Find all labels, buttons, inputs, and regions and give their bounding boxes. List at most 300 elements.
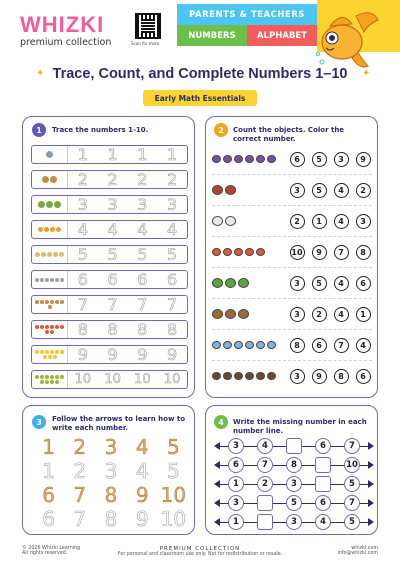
object-dot xyxy=(45,375,49,379)
answer-option[interactable]: 2 xyxy=(312,307,327,322)
trace-digit[interactable]: 4 xyxy=(167,220,178,239)
arrow-left-icon xyxy=(214,499,220,507)
arrow-guide-digit: 9 xyxy=(135,483,149,507)
arrow-guide-digit: 5 xyxy=(167,435,180,459)
answer-option[interactable]: 9 xyxy=(312,369,327,384)
sprout-icon xyxy=(32,371,68,388)
object-dot xyxy=(50,278,54,282)
object-dot xyxy=(50,227,55,232)
trace-digit[interactable]: 10 xyxy=(104,372,121,387)
object-shape xyxy=(223,341,232,349)
object-dot xyxy=(59,252,64,257)
object-dot xyxy=(60,325,64,329)
trace-digit[interactable]: 6 xyxy=(107,270,118,289)
object-shape xyxy=(267,341,276,349)
trace-digit[interactable]: 4 xyxy=(107,220,118,239)
trace-digit[interactable]: 1 xyxy=(167,145,178,164)
section-trace-numbers xyxy=(22,116,195,398)
trace-digit[interactable]: 4 xyxy=(137,220,148,239)
number-line xyxy=(216,476,372,492)
object-shape xyxy=(212,216,223,226)
page-title: Trace, Count, and Complete Numbers 1–10 xyxy=(52,66,348,82)
object-dot xyxy=(53,252,58,257)
section-write-numbers xyxy=(22,405,195,535)
trace-digit[interactable]: 7 xyxy=(167,295,178,314)
object-shape xyxy=(267,372,276,380)
usage-text: For personal and classroom use only. Not for redistribution or resale. xyxy=(117,552,283,557)
trace-digit[interactable]: 3 xyxy=(77,195,88,214)
arrow-guide-digit: 6 xyxy=(42,483,55,507)
number-cell: 3 xyxy=(286,476,302,492)
object-shape xyxy=(223,248,232,256)
dotted-practice-digit[interactable]: 7 xyxy=(73,507,87,531)
trace-digit[interactable]: 2 xyxy=(137,170,148,189)
number-cell: 6 xyxy=(315,438,331,454)
number-cell: 4 xyxy=(257,438,273,454)
trace-digit[interactable]: 2 xyxy=(77,170,88,189)
arrow-right-icon xyxy=(368,518,374,526)
trace-digit[interactable]: 10 xyxy=(74,372,92,387)
object-shape xyxy=(212,309,223,319)
basket-icon xyxy=(32,296,68,313)
object-dot xyxy=(40,375,44,379)
dotted-practice-digit[interactable]: 5 xyxy=(167,459,180,483)
trace-digit[interactable]: 9 xyxy=(137,345,148,364)
row-divider xyxy=(212,298,372,299)
answer-option[interactable]: 6 xyxy=(356,276,371,291)
answer-option[interactable]: 4 xyxy=(334,276,349,291)
number-cell: 5 xyxy=(344,514,360,530)
section-number-badge: 4 xyxy=(214,415,228,429)
answer-option[interactable]: 2 xyxy=(290,214,305,229)
number-cell: 1 xyxy=(228,476,244,492)
brand-name xyxy=(20,12,111,38)
count-row xyxy=(212,271,374,295)
missing-number-box[interactable] xyxy=(286,438,302,454)
answer-option[interactable]: 3 xyxy=(290,369,305,384)
object-dot xyxy=(35,278,39,282)
count-row xyxy=(212,333,374,357)
tab-alphabet[interactable]: ALPHABET xyxy=(247,25,317,46)
trace-digit[interactable]: 8 xyxy=(167,320,178,339)
trace-digit[interactable]: 9 xyxy=(107,345,118,364)
collection-text: PREMIUM COLLECTION xyxy=(159,546,241,552)
object-shape xyxy=(212,185,223,195)
brand-text: WHIZKI xyxy=(20,12,105,37)
answer-option[interactable]: 4 xyxy=(356,338,371,353)
trace-digit[interactable]: 8 xyxy=(137,320,148,339)
object-dot xyxy=(35,375,39,379)
trace-digits xyxy=(68,245,187,264)
answer-option[interactable]: 9 xyxy=(356,152,371,167)
answer-option[interactable]: 3 xyxy=(290,183,305,198)
object-shape xyxy=(212,278,223,288)
section-number-lines xyxy=(205,405,378,535)
object-dot xyxy=(38,201,45,208)
answer-options xyxy=(286,338,374,353)
answer-option[interactable]: 4 xyxy=(334,307,349,322)
count-row xyxy=(212,147,374,171)
missing-number-box[interactable] xyxy=(257,495,273,511)
count-row xyxy=(212,240,374,264)
number-cell: 7 xyxy=(257,457,273,473)
row-divider xyxy=(212,360,372,361)
trace-digit[interactable]: 3 xyxy=(137,195,148,214)
number-line-cells xyxy=(228,438,360,454)
object-dot xyxy=(35,300,39,304)
number-cell: 5 xyxy=(286,495,302,511)
section-count-objects xyxy=(205,116,378,398)
object-dot xyxy=(54,201,61,208)
object-dot xyxy=(50,380,54,384)
object-shape xyxy=(234,372,243,380)
arrow-left-icon xyxy=(214,518,220,526)
object-dot xyxy=(55,375,59,379)
object-shape xyxy=(256,248,265,256)
row-divider xyxy=(212,329,372,330)
bucket-icon xyxy=(32,271,68,288)
answer-option[interactable]: 3 xyxy=(334,152,349,167)
object-dot xyxy=(48,305,52,309)
object-shape xyxy=(245,248,254,256)
trace-digits xyxy=(68,372,187,387)
object-dot xyxy=(45,350,49,354)
dotted-practice-digit[interactable]: 10 xyxy=(160,507,187,531)
count-row xyxy=(212,302,374,326)
arrow-right-icon xyxy=(368,499,374,507)
answer-option[interactable]: 3 xyxy=(290,276,305,291)
bat-icon xyxy=(212,185,286,195)
count-row xyxy=(212,209,374,233)
trace-digit[interactable]: 7 xyxy=(137,295,148,314)
missing-number-box[interactable] xyxy=(257,514,273,530)
object-dot xyxy=(46,151,53,158)
object-dot xyxy=(44,227,49,232)
brand-subtitle: premium collection xyxy=(20,37,112,48)
trace-digit[interactable]: 8 xyxy=(77,320,88,339)
answer-option[interactable]: 2 xyxy=(356,183,371,198)
trace-digits xyxy=(68,220,187,239)
trace-row xyxy=(31,245,188,264)
trace-digit[interactable]: 4 xyxy=(77,220,88,239)
object-shape xyxy=(212,341,221,349)
trace-digits xyxy=(68,195,187,214)
trace-row xyxy=(31,320,188,339)
object-dot xyxy=(41,252,46,257)
number-line-cells xyxy=(228,514,360,530)
trace-row xyxy=(31,145,188,164)
section-number-badge: 1 xyxy=(32,123,46,137)
whale-icon xyxy=(212,341,286,349)
number-line xyxy=(216,514,372,530)
answer-option[interactable]: 1 xyxy=(312,214,327,229)
count-row xyxy=(212,364,374,388)
number-line-cells xyxy=(228,476,360,492)
trace-digits xyxy=(68,145,187,164)
object-shape xyxy=(267,155,276,163)
object-dot xyxy=(53,355,57,359)
shrimp-icon xyxy=(212,248,286,256)
trace-digit[interactable]: 6 xyxy=(77,270,88,289)
object-dot xyxy=(60,278,64,282)
object-dot xyxy=(55,350,59,354)
section-title: Write the missing number in each number line. xyxy=(233,418,367,435)
object-shape xyxy=(238,278,249,288)
number-cell: 3 xyxy=(286,514,302,530)
section-title: Follow the arrows to learn how to write each number. xyxy=(52,415,186,432)
dotted-practice-digit[interactable]: 8 xyxy=(104,507,118,531)
trace-digit[interactable]: 6 xyxy=(137,270,148,289)
trace-digit[interactable]: 9 xyxy=(77,345,88,364)
object-shape xyxy=(223,372,232,380)
answer-option[interactable]: 8 xyxy=(356,245,371,260)
arrow-left-icon xyxy=(214,480,220,488)
object-dot xyxy=(35,252,40,257)
arrow-guide-digit: 1 xyxy=(42,435,55,459)
arrow-guide-digit: 4 xyxy=(135,435,149,459)
arrow-right-icon xyxy=(368,461,374,469)
number-line-cells xyxy=(228,495,360,511)
shark-icon xyxy=(32,146,68,163)
object-dot xyxy=(43,355,47,359)
object-dot xyxy=(40,325,44,329)
missing-number-box[interactable] xyxy=(315,476,331,492)
missing-number-box[interactable] xyxy=(315,457,331,473)
copyright-text: © 2026 Whizki Learning xyxy=(22,546,81,551)
answer-option[interactable]: 8 xyxy=(334,369,349,384)
trace-digit[interactable]: 2 xyxy=(107,170,118,189)
number-line xyxy=(216,457,372,473)
object-shape xyxy=(225,278,236,288)
octopus-icon xyxy=(212,155,286,163)
trace-digit[interactable]: 7 xyxy=(77,295,88,314)
row-divider xyxy=(212,236,372,237)
object-shape xyxy=(212,248,221,256)
trace-digit[interactable]: 7 xyxy=(107,295,118,314)
object-dot xyxy=(47,252,52,257)
arrow-right-icon xyxy=(368,480,374,488)
object-dot xyxy=(40,300,44,304)
trace-digit[interactable]: 10 xyxy=(134,372,151,387)
section-title: Count the objects. Color the correct number. xyxy=(233,126,345,143)
trace-digit[interactable]: 1 xyxy=(137,145,148,164)
object-dot xyxy=(40,278,44,282)
number-cell: 7 xyxy=(344,495,360,511)
answer-option[interactable]: 10 xyxy=(290,245,305,260)
dotted-practice-digit[interactable]: 1 xyxy=(42,459,55,483)
peapod-icon xyxy=(212,278,286,288)
answer-option[interactable]: 1 xyxy=(356,307,371,322)
number-cell: 2 xyxy=(257,476,273,492)
object-shape xyxy=(225,185,236,195)
object-dot xyxy=(50,350,54,354)
answer-options xyxy=(286,183,374,198)
trace-digits xyxy=(68,295,187,314)
answer-option[interactable]: 4 xyxy=(334,183,349,198)
trace-digit[interactable]: 5 xyxy=(77,245,88,264)
object-shape xyxy=(256,155,265,163)
answer-option[interactable]: 5 xyxy=(312,276,327,291)
trace-digit[interactable]: 2 xyxy=(167,170,178,189)
object-shape xyxy=(256,372,265,380)
object-dot xyxy=(55,278,59,282)
object-dot xyxy=(40,380,44,384)
answer-option[interactable]: 4 xyxy=(334,214,349,229)
object-dot xyxy=(55,325,59,329)
answer-options xyxy=(286,369,374,384)
number-cell: 4 xyxy=(315,514,331,530)
object-shape xyxy=(225,216,236,226)
dotted-practice-digit[interactable]: 9 xyxy=(135,507,149,531)
answer-option[interactable]: 7 xyxy=(334,338,349,353)
object-dot xyxy=(55,300,59,304)
rights-text: All rights reserved. xyxy=(22,551,68,556)
row-divider xyxy=(212,267,372,268)
object-shape xyxy=(245,155,254,163)
arrow-guide-digit: 7 xyxy=(73,483,87,507)
object-dot xyxy=(45,330,49,334)
answer-option[interactable]: 6 xyxy=(356,369,371,384)
trace-row xyxy=(31,220,188,239)
object-dot xyxy=(42,176,49,183)
answer-option[interactable]: 9 xyxy=(312,245,327,260)
object-dot xyxy=(60,375,64,379)
object-shape xyxy=(245,372,254,380)
object-dot xyxy=(48,355,52,359)
brand-logo xyxy=(20,12,111,48)
object-dot xyxy=(45,300,49,304)
arrow-guide-digit: 3 xyxy=(104,435,118,459)
answer-option[interactable]: 6 xyxy=(290,152,305,167)
trace-row xyxy=(31,270,188,289)
hedgehog-icon xyxy=(212,372,286,380)
answer-options xyxy=(286,214,374,229)
writing-grid xyxy=(33,436,189,530)
page-subtitle-badge: Early Math Essentials xyxy=(143,90,257,106)
dotted-practice-digit[interactable]: 2 xyxy=(73,459,87,483)
object-dot xyxy=(40,350,44,354)
object-shape xyxy=(223,155,232,163)
row-divider xyxy=(212,174,372,175)
object-dot xyxy=(38,227,43,232)
number-cell: 6 xyxy=(228,457,244,473)
object-shape xyxy=(212,372,221,380)
dotted-practice-digit[interactable]: 6 xyxy=(42,507,55,531)
bun-icon xyxy=(32,246,68,263)
footer-contact xyxy=(338,546,379,556)
answer-option[interactable]: 5 xyxy=(312,152,327,167)
object-shape xyxy=(212,155,221,163)
trace-digit[interactable]: 9 xyxy=(167,345,178,364)
object-dot xyxy=(46,201,53,208)
answer-options xyxy=(286,307,374,322)
trace-digit[interactable]: 5 xyxy=(167,245,178,264)
arrow-right-icon xyxy=(368,442,374,450)
trace-row xyxy=(31,345,188,364)
answer-options xyxy=(286,245,374,260)
object-dot xyxy=(50,300,54,304)
answer-option[interactable]: 3 xyxy=(290,307,305,322)
qr-code-icon[interactable] xyxy=(135,13,161,39)
star-icon: ✦ xyxy=(36,68,45,79)
answer-option[interactable]: 8 xyxy=(290,338,305,353)
object-dot xyxy=(35,325,39,329)
qr-label: Scan for more xyxy=(131,41,160,46)
object-dot xyxy=(60,350,64,354)
object-shape xyxy=(256,341,265,349)
number-line xyxy=(216,495,372,511)
object-dot xyxy=(45,380,49,384)
answer-option[interactable]: 7 xyxy=(334,245,349,260)
deer-icon xyxy=(32,171,68,188)
tab-parents-teachers[interactable]: PARENTS & TEACHERS xyxy=(177,4,317,25)
owl-icon xyxy=(212,309,286,319)
tab-numbers[interactable]: NUMBERS xyxy=(177,25,247,46)
trace-digits xyxy=(68,170,187,189)
star-icon: ✦ xyxy=(362,68,371,79)
object-shape xyxy=(234,248,243,256)
trace-digit[interactable]: 1 xyxy=(77,145,88,164)
crayon-icon xyxy=(32,321,68,338)
chick-icon xyxy=(32,346,68,363)
dotted-practice-digit[interactable]: 4 xyxy=(135,459,149,483)
object-dot xyxy=(35,350,39,354)
section-title: Trace the numbers 1-10. xyxy=(52,126,149,134)
trace-digit[interactable]: 6 xyxy=(167,270,178,289)
arrow-guide-digit: 2 xyxy=(73,435,87,459)
object-shape xyxy=(234,155,243,163)
number-cell: 5 xyxy=(344,476,360,492)
trace-digit[interactable]: 5 xyxy=(137,245,148,264)
object-dot xyxy=(60,300,64,304)
trace-row xyxy=(31,295,188,314)
trace-row xyxy=(31,370,188,389)
trace-digit[interactable]: 1 xyxy=(107,145,118,164)
number-cell: 7 xyxy=(344,438,360,454)
object-dot xyxy=(50,325,54,329)
number-cell: 1 xyxy=(228,514,244,530)
scooter-icon xyxy=(32,196,68,213)
trace-digit[interactable]: 10 xyxy=(163,372,181,387)
trace-digit[interactable]: 3 xyxy=(167,195,178,214)
dotted-practice-digit[interactable]: 3 xyxy=(104,459,118,483)
object-dot xyxy=(45,325,49,329)
baseball-icon xyxy=(212,216,286,226)
email-link[interactable]: info@whizki.com xyxy=(337,551,378,556)
answer-options xyxy=(286,152,374,167)
trace-digit[interactable]: 8 xyxy=(107,320,118,339)
site-link[interactable]: whizki.com xyxy=(351,546,378,551)
object-shape xyxy=(225,309,236,319)
trace-digit[interactable]: 3 xyxy=(107,195,118,214)
pumpkin-icon xyxy=(32,221,68,238)
number-cell: 3 xyxy=(228,438,244,454)
answer-options xyxy=(286,276,374,291)
trace-row xyxy=(31,195,188,214)
object-dot xyxy=(45,278,49,282)
answer-option[interactable]: 5 xyxy=(312,183,327,198)
number-line xyxy=(216,438,372,454)
number-line-cells xyxy=(228,457,360,473)
answer-option[interactable]: 3 xyxy=(356,214,371,229)
trace-digit[interactable]: 5 xyxy=(107,245,118,264)
trace-digits xyxy=(68,270,187,289)
object-shape xyxy=(238,309,249,319)
number-cell: 8 xyxy=(286,457,302,473)
arrow-left-icon xyxy=(214,461,220,469)
answer-option[interactable]: 6 xyxy=(312,338,327,353)
object-dot xyxy=(56,227,61,232)
